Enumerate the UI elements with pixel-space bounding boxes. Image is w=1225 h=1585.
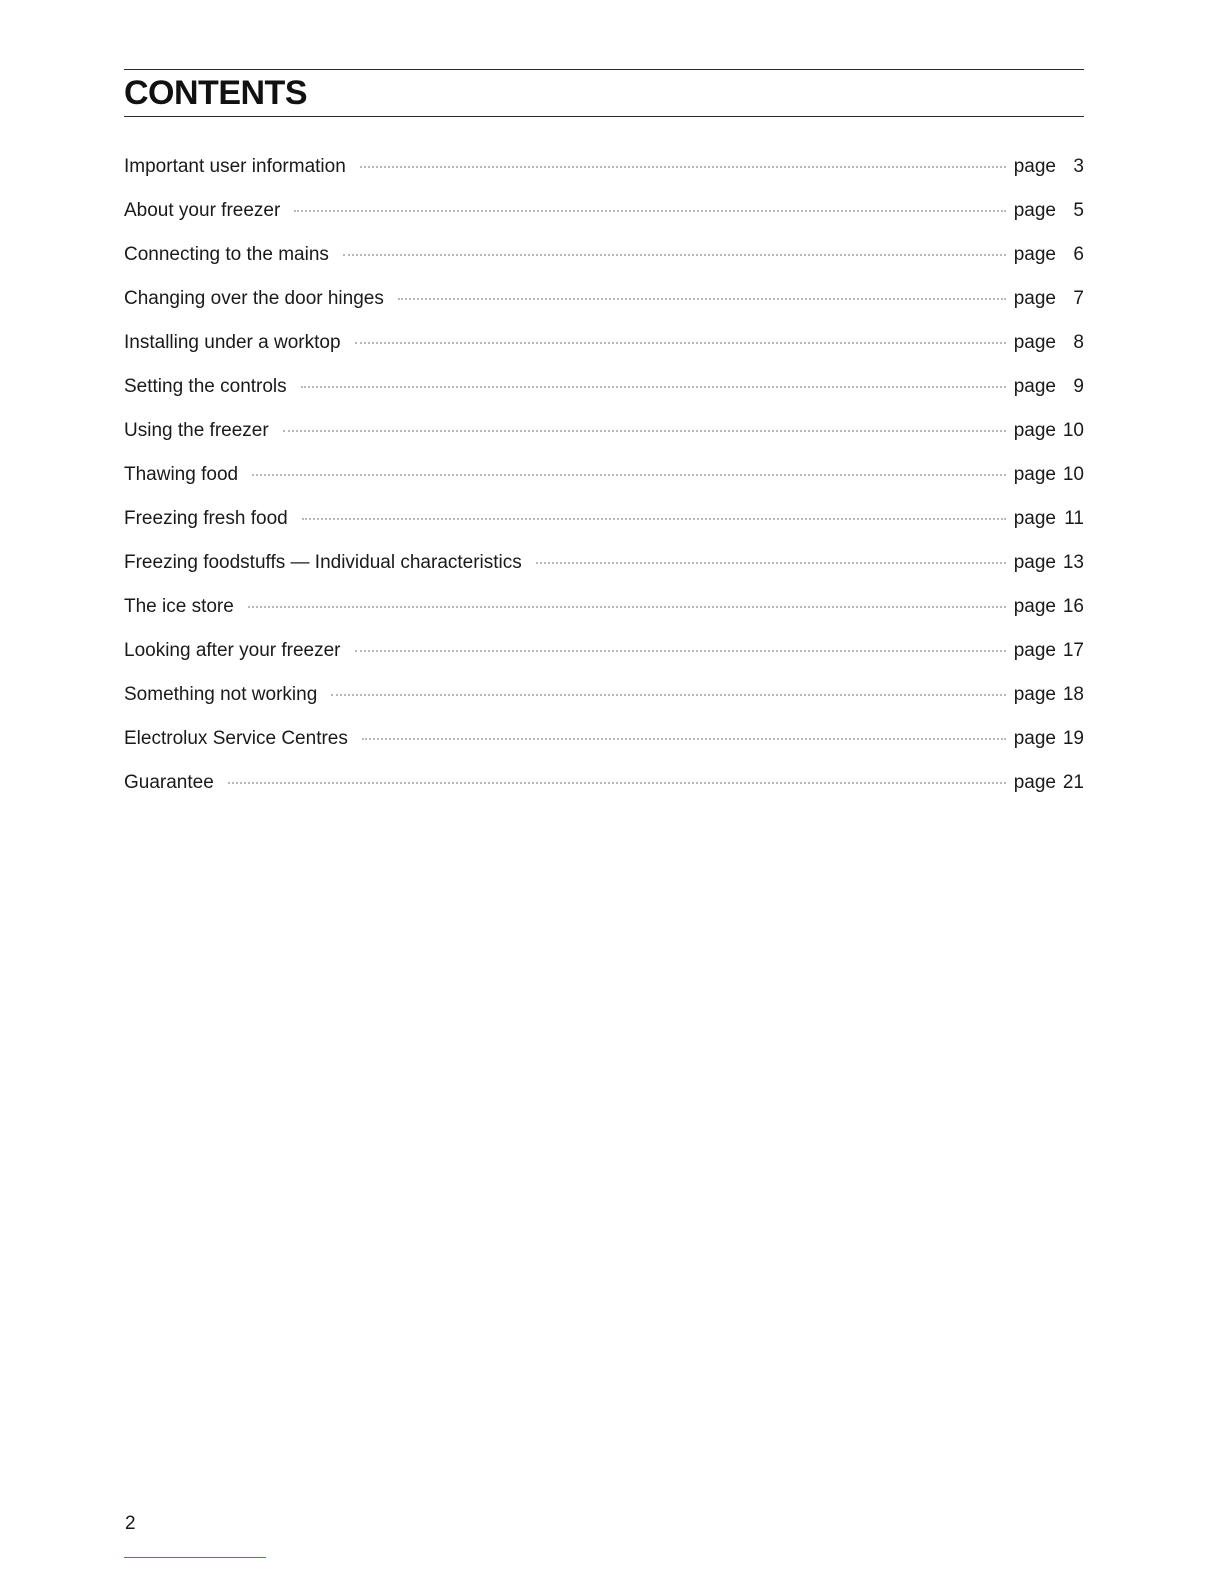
toc-entry-page-number: 17 (1062, 640, 1084, 661)
page-number: 2 (125, 1513, 136, 1534)
toc-entry-page-ref (1014, 550, 1084, 576)
toc-entry[interactable] (124, 154, 1084, 198)
dot-leader (355, 650, 1006, 652)
toc-entry-title: Electrolux Service Centres (124, 728, 348, 749)
toc-entry-title: Important user information (124, 156, 346, 177)
toc-entry[interactable] (124, 550, 1084, 594)
page-word: page (1013, 420, 1056, 441)
contents-heading: CONTENTS (124, 74, 307, 112)
toc-entry-page-number: 3 (1073, 156, 1084, 177)
dot-leader (294, 210, 1005, 212)
toc-entry[interactable] (124, 198, 1084, 242)
toc-entry[interactable] (124, 462, 1084, 506)
page-word: page (1013, 288, 1056, 309)
page-word: page (1013, 596, 1056, 617)
dot-leader (283, 430, 1006, 432)
toc-entry-page-number: 11 (1064, 508, 1084, 529)
page-word: page (1013, 684, 1056, 705)
toc-entry-page-ref (1014, 418, 1084, 444)
toc-entry-page-number: 10 (1062, 464, 1084, 485)
toc-entry-page-number: 6 (1073, 244, 1084, 265)
toc-entry[interactable] (124, 418, 1084, 462)
toc-entry[interactable] (124, 286, 1084, 330)
toc-entry-page-ref (1014, 286, 1084, 312)
toc-entry-page-ref (1014, 242, 1084, 268)
page-word: page (1013, 772, 1056, 793)
toc-entry-page-number: 5 (1073, 200, 1084, 221)
page-word: page (1013, 200, 1056, 221)
toc-entry-title: Using the freezer (124, 420, 269, 441)
toc-entry[interactable] (124, 330, 1084, 374)
toc-entry-page-number: 10 (1062, 420, 1084, 441)
table-of-contents (124, 154, 1084, 814)
toc-entry-page-ref (1014, 462, 1084, 488)
toc-entry-page-ref (1014, 154, 1084, 180)
toc-entry-page-ref (1014, 638, 1084, 664)
page-word: page (1013, 728, 1056, 749)
toc-entry-page-ref (1014, 198, 1084, 224)
toc-entry-page-ref (1014, 770, 1084, 796)
toc-entry-page-number: 21 (1062, 772, 1084, 793)
toc-entry-page-number: 8 (1073, 332, 1084, 353)
heading-top-rule (124, 69, 1084, 70)
page-word: page (1013, 508, 1056, 529)
toc-entry-page-number: 16 (1062, 596, 1084, 617)
toc-entry-title: Freezing foodstuffs — Individual characteristics (124, 552, 522, 573)
toc-entry-title: Thawing food (124, 464, 239, 485)
dot-leader (248, 606, 1006, 608)
toc-entry[interactable] (124, 770, 1084, 814)
heading-bottom-rule (124, 116, 1084, 117)
toc-entry[interactable] (124, 682, 1084, 726)
toc-entry[interactable] (124, 374, 1084, 418)
dot-leader (362, 738, 1006, 740)
toc-entry-title: About your freezer (124, 200, 281, 221)
toc-entry-title: Looking after your freezer (124, 640, 341, 661)
page-word: page (1013, 464, 1056, 485)
page-word: page (1013, 244, 1056, 265)
toc-entry-title: Connecting to the mains (124, 244, 329, 265)
toc-entry-page-ref (1014, 594, 1084, 620)
toc-entry-title: Installing under a worktop (124, 332, 341, 353)
toc-entry[interactable] (124, 638, 1084, 682)
dot-leader (301, 386, 1006, 388)
toc-entry[interactable] (124, 594, 1084, 638)
page-word: page (1013, 552, 1056, 573)
dot-leader (331, 694, 1005, 696)
toc-entry-page-ref (1014, 374, 1084, 400)
toc-entry-page-ref (1014, 330, 1084, 356)
toc-entry-page-ref (1014, 506, 1084, 532)
toc-entry[interactable] (124, 506, 1084, 550)
toc-entry-page-number: 19 (1062, 728, 1084, 749)
dot-leader (360, 166, 1006, 168)
toc-entry-title: Changing over the door hinges (124, 288, 384, 309)
page-word: page (1013, 156, 1056, 177)
page-word: page (1013, 640, 1056, 661)
dot-leader (302, 518, 1006, 520)
toc-entry-page-number: 7 (1073, 288, 1084, 309)
toc-entry-title: Something not working (124, 684, 318, 705)
toc-entry[interactable] (124, 726, 1084, 770)
toc-entry-title: Freezing fresh food (124, 508, 288, 529)
dot-leader (398, 298, 1006, 300)
toc-entry-title: Guarantee (124, 772, 214, 793)
page-word: page (1013, 376, 1056, 397)
dot-leader (343, 254, 1006, 256)
page-word: page (1013, 332, 1056, 353)
toc-entry-title: The ice store (124, 596, 234, 617)
toc-entry-page-number: 13 (1062, 552, 1084, 573)
dot-leader (355, 342, 1006, 344)
toc-entry-page-number: 18 (1062, 684, 1084, 705)
dot-leader (536, 562, 1006, 564)
toc-entry-page-number: 9 (1073, 376, 1084, 397)
dot-leader (252, 474, 1006, 476)
footnote-divider (124, 1557, 266, 1558)
toc-entry[interactable] (124, 242, 1084, 286)
dot-leader (228, 782, 1006, 784)
toc-entry-page-ref (1014, 682, 1084, 708)
toc-entry-title: Setting the controls (124, 376, 287, 397)
toc-entry-page-ref (1014, 726, 1084, 752)
